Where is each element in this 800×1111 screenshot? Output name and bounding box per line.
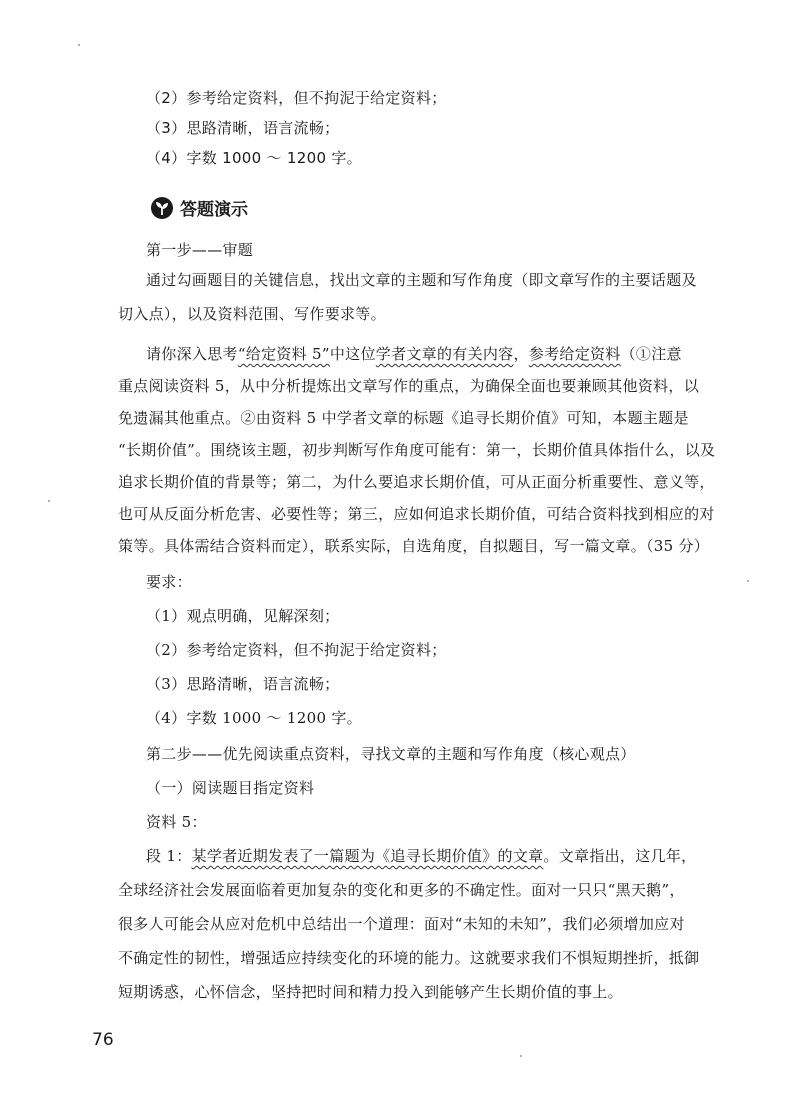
material-label: 资料 5：	[146, 813, 207, 831]
requirement-item: （3）思路清晰，语言流畅；	[146, 119, 340, 137]
step2-title: 第二步——优先阅读重点资料，寻找文章的主题和写作角度（核心观点）	[146, 745, 636, 763]
step2-subsection: （一）阅读题目指定资料	[146, 779, 315, 797]
highlight-mark: 参考给定资料	[528, 345, 621, 363]
requirement-item: （2）参考给定资料，但不拘泥于给定资料；	[146, 89, 447, 107]
material-para-line: 不确定性的韧性，增强适应持续变化的环境的能力。这就要求我们不惧短期挫折，抵御	[118, 949, 700, 967]
highlight-mark: “给定资料 5”	[237, 345, 330, 363]
step1-para1-line: 通过勾画题目的关键信息，找出文章的主题和写作角度（即文章写作的主要话题及	[146, 271, 697, 289]
highlight-mark: 学者文章的有关内容	[375, 345, 514, 363]
requirement-item: （4）字数 1000 ～ 1200 字。	[146, 709, 362, 727]
scan-speck	[78, 44, 80, 46]
sprout-icon	[150, 196, 174, 220]
step1-para2-first-line: 请你深入思考“给定资料 5”中这位学者文章的有关内容，参考给定资料（①注意	[146, 345, 682, 363]
scan-speck	[48, 500, 50, 502]
page-number: 76	[92, 1030, 114, 1050]
material-para-first-line: 段 1：某学者近期发表了一篇题为《追寻长期价值》的文章。文章指出，这几年，	[146, 847, 697, 865]
section-title: 答题演示	[180, 200, 248, 220]
step1-title: 第一步——审题	[146, 241, 254, 259]
step1-para2-line: 策等。具体需结合资料而定），联系实际，自选角度，自拟题目，写一篇文章。（35 分）	[118, 537, 710, 555]
requirement-item: （2）参考给定资料，但不拘泥于给定资料；	[146, 641, 447, 659]
step1-para1-line: 切入点），以及资料范围、写作要求等。	[118, 305, 386, 323]
highlight-mark: 某学者近期发表了一篇题为《追寻长期价值》的文章	[191, 847, 544, 865]
section-heading	[150, 195, 248, 220]
material-para-line: 全球经济社会发展面临着更加复杂的变化和更多的不确定性。面对一只只“黑天鹅”，	[118, 881, 685, 899]
step1-para2-line: “长期价值”。围绕该主题，初步判断写作角度可能有：第一，长期价值具体指什么，以及	[118, 441, 716, 459]
step1-para2-line: 追求长期价值的背景等；第二，为什么要追求长期价值，可从正面分析重要性、意义等，	[118, 473, 715, 491]
step1-para2-line: 重点阅读资料 5，从中分析提炼出文章写作的重点，为确保全面也要兼顾其他资料，以	[118, 377, 700, 395]
requirement-item: （1）观点明确，见解深刻；	[146, 607, 340, 625]
scan-speck	[747, 580, 749, 582]
scan-speck	[520, 1055, 522, 1057]
requirement-item: （4）字数 1000 ～ 1200 字。	[146, 149, 362, 167]
requirement-item: （3）思路清晰，语言流畅；	[146, 675, 340, 693]
material-para-line: 很多人可能会从应对危机中总结出一个道理：面对“未知的未知”，我们必须增加应对	[118, 915, 685, 933]
step1-para2-line: 也可从反面分析危害、必要性等；第三，应如何追求长期价值，可结合资料找到相应的对	[118, 505, 715, 523]
material-para-line: 短期诱惑，心怀信念，坚持把时间和精力投入到能够产生长期价值的事上。	[118, 983, 623, 1001]
step1-para2-line: 免遗漏其他重点。②由资料 5 中学者文章的标题《追寻长期价值》可知，本题主题是	[118, 409, 689, 427]
requirements-label: 要求：	[146, 573, 192, 591]
